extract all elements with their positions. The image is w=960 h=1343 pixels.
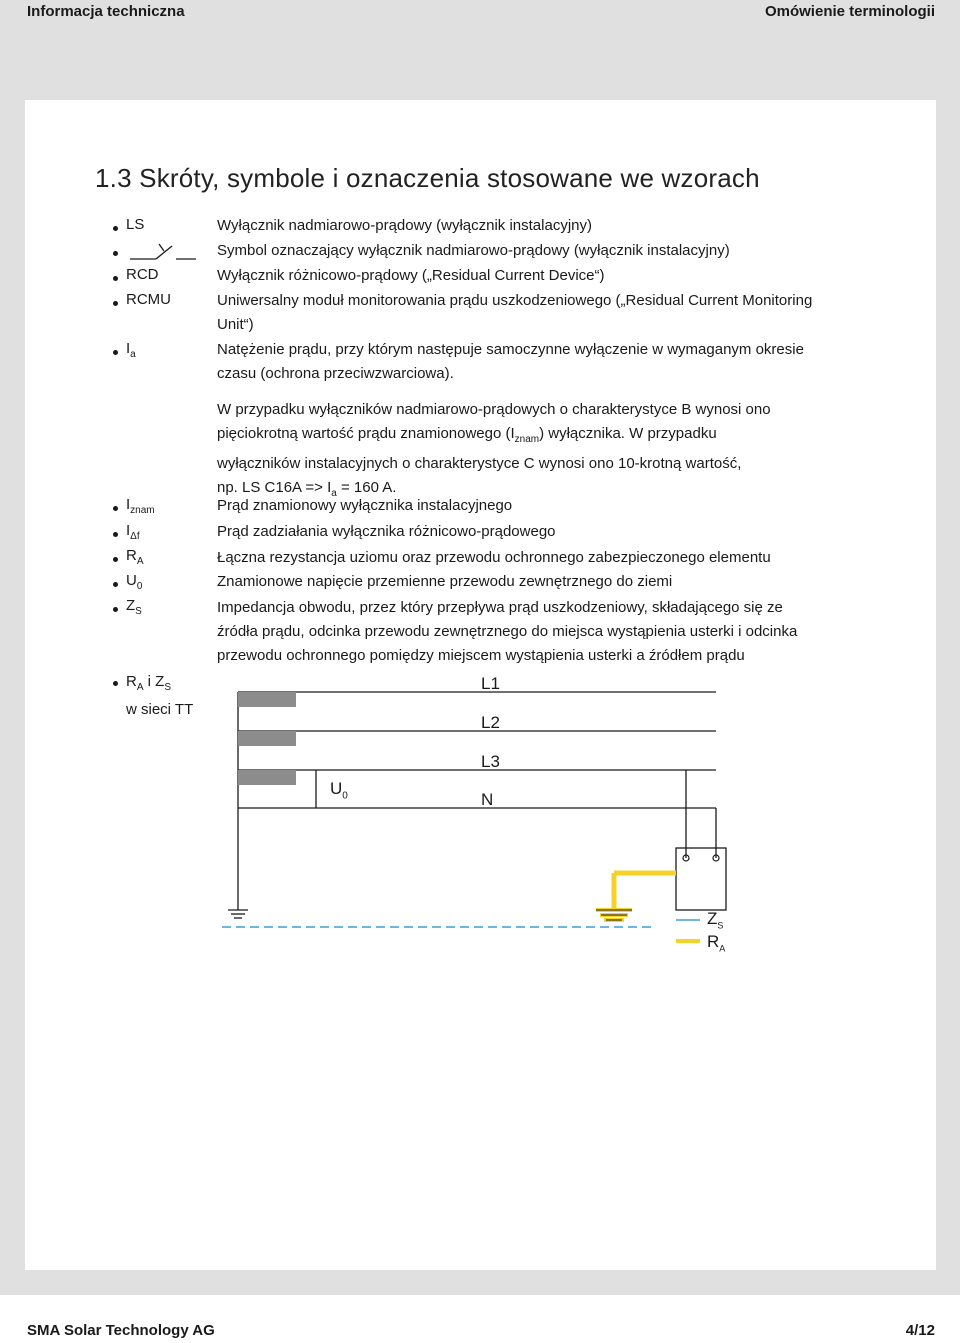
label-u0-sub: 0	[342, 790, 348, 802]
legend-ra-main: R	[707, 932, 720, 951]
footer-company: SMA Solar Technology AG	[27, 1322, 215, 1339]
label-l3: L3	[481, 752, 500, 771]
desc-switch-symbol: Symbol oznaczający wyłącznik nadmiarowo-prądowy (wyłącznik instalacyjny)	[217, 242, 730, 259]
legend-zs-label	[707, 909, 723, 930]
term-rcd: RCD	[126, 266, 159, 283]
desc-ra: Łączna rezystancja uziomu oraz przewodu ochronnego zabezpieczonego elementu	[217, 549, 771, 566]
note-line3: wyłączników instalacyjnych o charakterystyce C wynosi ono 10-krotną wartość,	[217, 455, 742, 472]
header-right: Omówienie terminologii	[764, 3, 935, 20]
section-title: 1.3 Skróty, symbole i oznaczenia stosowane we wzorach	[95, 163, 760, 193]
term-u0-main: U	[126, 572, 137, 589]
legend-ra-sub: A	[719, 943, 726, 954]
term-u0-sub: 0	[136, 581, 143, 592]
label-u0	[330, 779, 348, 801]
label-l1: L1	[481, 674, 500, 693]
term-iznam-sub: znam	[130, 505, 155, 516]
desc-iznam: Prąd znamionowy wyłącznika instalacyjnego	[217, 497, 513, 514]
term-ls: LS	[126, 216, 145, 233]
legend-zs-sub: S	[717, 920, 724, 931]
footer-page-number: 4/12	[905, 1322, 935, 1339]
term-ra-zs-line2: w sieci TT	[126, 701, 194, 718]
desc-idf: Prąd zadziałania wyłącznika różnicowo-prądowego	[217, 523, 556, 540]
header-left: Informacja techniczna	[27, 3, 185, 20]
source-bar-l1	[238, 692, 296, 707]
note-line4-b: = 160 A.	[336, 479, 397, 496]
term-zs-main: Z	[126, 597, 136, 614]
desc-ls: Wyłącznik nadmiarowo-prądowy (wyłącznik instalacyjny)	[217, 217, 592, 234]
term-idf-sub: Δf	[130, 531, 140, 542]
term-ia-main: I	[126, 340, 131, 357]
desc-ia-line1: Natężenie prądu, przy którym następuje samoczynne wyłączenie w wymaganym okresie	[217, 341, 804, 358]
note-line1: W przypadku wyłączników nadmiarowo-prądowych o charakterystyce B wynosi ono	[217, 401, 771, 418]
term-zs-sub: S	[135, 606, 142, 617]
note-line4-sub: a	[331, 488, 337, 499]
desc-zs-line3: przewodu ochronnego pomiędzy miejscem wystąpienia usterki a źródłem prądu	[217, 647, 745, 664]
page-footer	[0, 1295, 960, 1343]
desc-rcmu-line2: Unit“)	[217, 316, 254, 333]
term-ra-sub: A	[136, 556, 144, 567]
term-z-sub: S	[164, 682, 172, 693]
legend-zs-main: Z	[707, 909, 718, 928]
term-r: R	[126, 673, 137, 690]
term-ia-sub: a	[130, 349, 136, 360]
term-rcmu: RCMU	[126, 291, 171, 308]
note-line2-b: ) wyłącznika. W przypadku	[539, 425, 717, 442]
label-n: N	[481, 790, 494, 809]
label-u0-main: U	[330, 779, 343, 798]
desc-u0: Znamionowe napięcie przemienne przewodu zewnętrznego do ziemi	[217, 573, 673, 590]
desc-rcd: Wyłącznik różnicowo-prądowy („Residual Current Device“)	[217, 267, 605, 284]
note-line2-sub: znam	[514, 434, 540, 445]
term-ra-main: R	[126, 547, 137, 564]
note-line2-a: pięciokrotną wartość prądu znamionowego (I	[217, 425, 515, 442]
term-r-sub: A	[136, 682, 144, 693]
source-bar-l3	[238, 770, 296, 785]
desc-rcmu-line1: Uniwersalny moduł monitorowania prądu uszkodzeniowego („Residual Current Monitoring	[217, 292, 813, 309]
term-iznam-main: I	[126, 496, 131, 513]
note-line4-a: np. LS C16A => I	[217, 479, 332, 496]
term-idf-main: I	[126, 522, 131, 539]
desc-ia-line2: czasu (ochrona przeciwzwarciowa).	[217, 365, 454, 382]
term-i-z: i Z	[143, 673, 165, 690]
legend-ra-label	[707, 932, 725, 953]
label-l2: L2	[481, 713, 500, 732]
desc-zs-line2: źródła prądu, odcinka przewodu zewnętrznego do miejsca wystąpienia usterki i odcinka	[217, 623, 798, 640]
source-bar-l2	[238, 731, 296, 746]
desc-zs-line1: Impedancja obwodu, przez który przepływa prąd uszkodzeniowy, składającego się ze	[217, 599, 783, 616]
